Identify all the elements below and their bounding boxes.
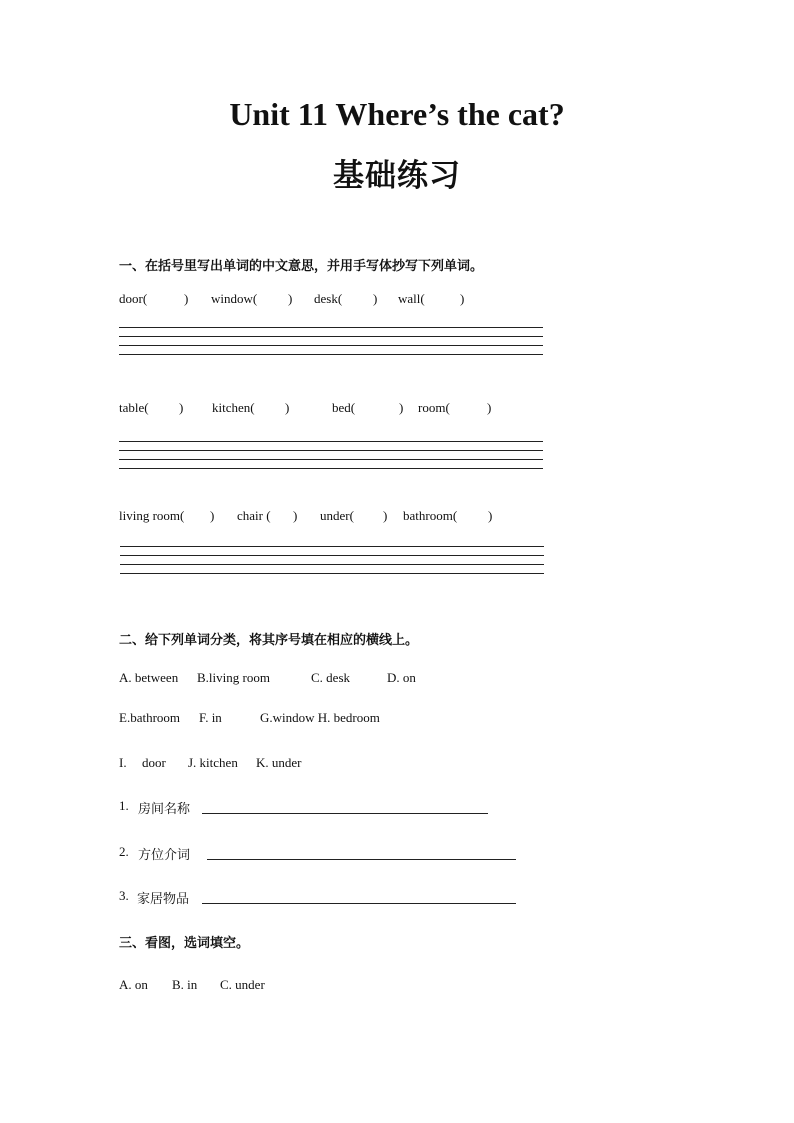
- section-3-options: [0, 977, 794, 993]
- category-number: 1.: [119, 798, 129, 813]
- word-living-room: living room(: [119, 508, 185, 523]
- option-under: C. under: [220, 977, 265, 992]
- handwriting-line[interactable]: [119, 468, 543, 469]
- option-in: B. in: [172, 977, 198, 992]
- word-room: room(: [418, 400, 450, 415]
- category-number: 3.: [119, 888, 129, 903]
- paren-close: ): [288, 291, 293, 306]
- option-k: K. under: [256, 755, 302, 770]
- handwriting-line[interactable]: [120, 546, 544, 547]
- option-b: B.living room: [197, 670, 270, 685]
- word-bed: bed(: [332, 400, 356, 415]
- handwriting-line[interactable]: [120, 564, 544, 565]
- option-j: J. kitchen: [188, 755, 238, 770]
- section-1-heading: 一、在括号里写出单词的中文意思，并用手写体抄写下列单词。: [119, 259, 484, 274]
- category-label-furnishings: 家居物品: [137, 892, 190, 907]
- option-g-h: G.window H. bedroom: [260, 710, 380, 725]
- category-row-3: [0, 888, 794, 906]
- answer-blank-rooms[interactable]: [202, 798, 488, 814]
- category-label-rooms: 房间名称: [138, 802, 191, 817]
- category-number: 2.: [119, 844, 129, 859]
- section-3-heading: 三、看图，选词填空。: [119, 936, 250, 951]
- option-row-1: [0, 670, 794, 686]
- option-i-word: door: [142, 755, 166, 770]
- option-on: A. on: [119, 977, 148, 992]
- word-desk: desk(: [314, 291, 343, 306]
- word-under: under(: [320, 508, 354, 523]
- paren-close: ): [184, 291, 189, 306]
- handwriting-line[interactable]: [119, 336, 543, 337]
- option-i: I.: [119, 755, 127, 770]
- paren-close: ): [383, 508, 388, 523]
- section-2-heading: 二、给下列单词分类，将其序号填在相应的横线上。: [119, 633, 419, 648]
- option-e: E.bathroom: [119, 710, 181, 725]
- paren-close: ): [285, 400, 290, 415]
- word-kitchen: kitchen(: [212, 400, 255, 415]
- handwriting-line[interactable]: [119, 450, 543, 451]
- word-row-1: [0, 291, 794, 307]
- word-bathroom: bathroom(: [403, 508, 458, 523]
- word-window: window(: [211, 291, 258, 306]
- paren-close: ): [293, 508, 298, 523]
- word-wall: wall(: [398, 291, 425, 306]
- option-row-2: [0, 710, 794, 726]
- handwriting-line[interactable]: [119, 345, 543, 346]
- category-row-1: [0, 798, 794, 816]
- word-chair: chair (: [237, 508, 271, 523]
- word-row-3: [0, 508, 794, 524]
- word-row-2: [0, 400, 794, 416]
- paren-close: ): [460, 291, 465, 306]
- paren-close: ): [399, 400, 404, 415]
- paren-close: ): [487, 400, 492, 415]
- word-table: table(: [119, 400, 149, 415]
- answer-blank-furnishings[interactable]: [202, 888, 516, 904]
- handwriting-line[interactable]: [120, 573, 544, 574]
- handwriting-line[interactable]: [119, 354, 543, 355]
- category-row-2: [0, 844, 794, 862]
- paren-close: ): [373, 291, 378, 306]
- page-title: Unit 11 Where’s the cat?: [229, 96, 565, 132]
- handwriting-line[interactable]: [119, 327, 543, 328]
- word-door: door(: [119, 291, 148, 306]
- paren-close: ): [179, 400, 184, 415]
- answer-blank-prepositions[interactable]: [207, 844, 516, 860]
- page-subtitle: 基础练习: [333, 158, 461, 194]
- option-d: D. on: [387, 670, 416, 685]
- paren-close: ): [488, 508, 493, 523]
- paren-close: ): [210, 508, 215, 523]
- handwriting-line[interactable]: [119, 459, 543, 460]
- option-row-3: [0, 755, 794, 771]
- handwriting-line[interactable]: [119, 441, 543, 442]
- handwriting-line[interactable]: [120, 555, 544, 556]
- option-f: F. in: [199, 710, 222, 725]
- category-label-prepositions: 方位介词: [138, 848, 191, 863]
- option-a: A. between: [119, 670, 179, 685]
- option-c: C. desk: [311, 670, 350, 685]
